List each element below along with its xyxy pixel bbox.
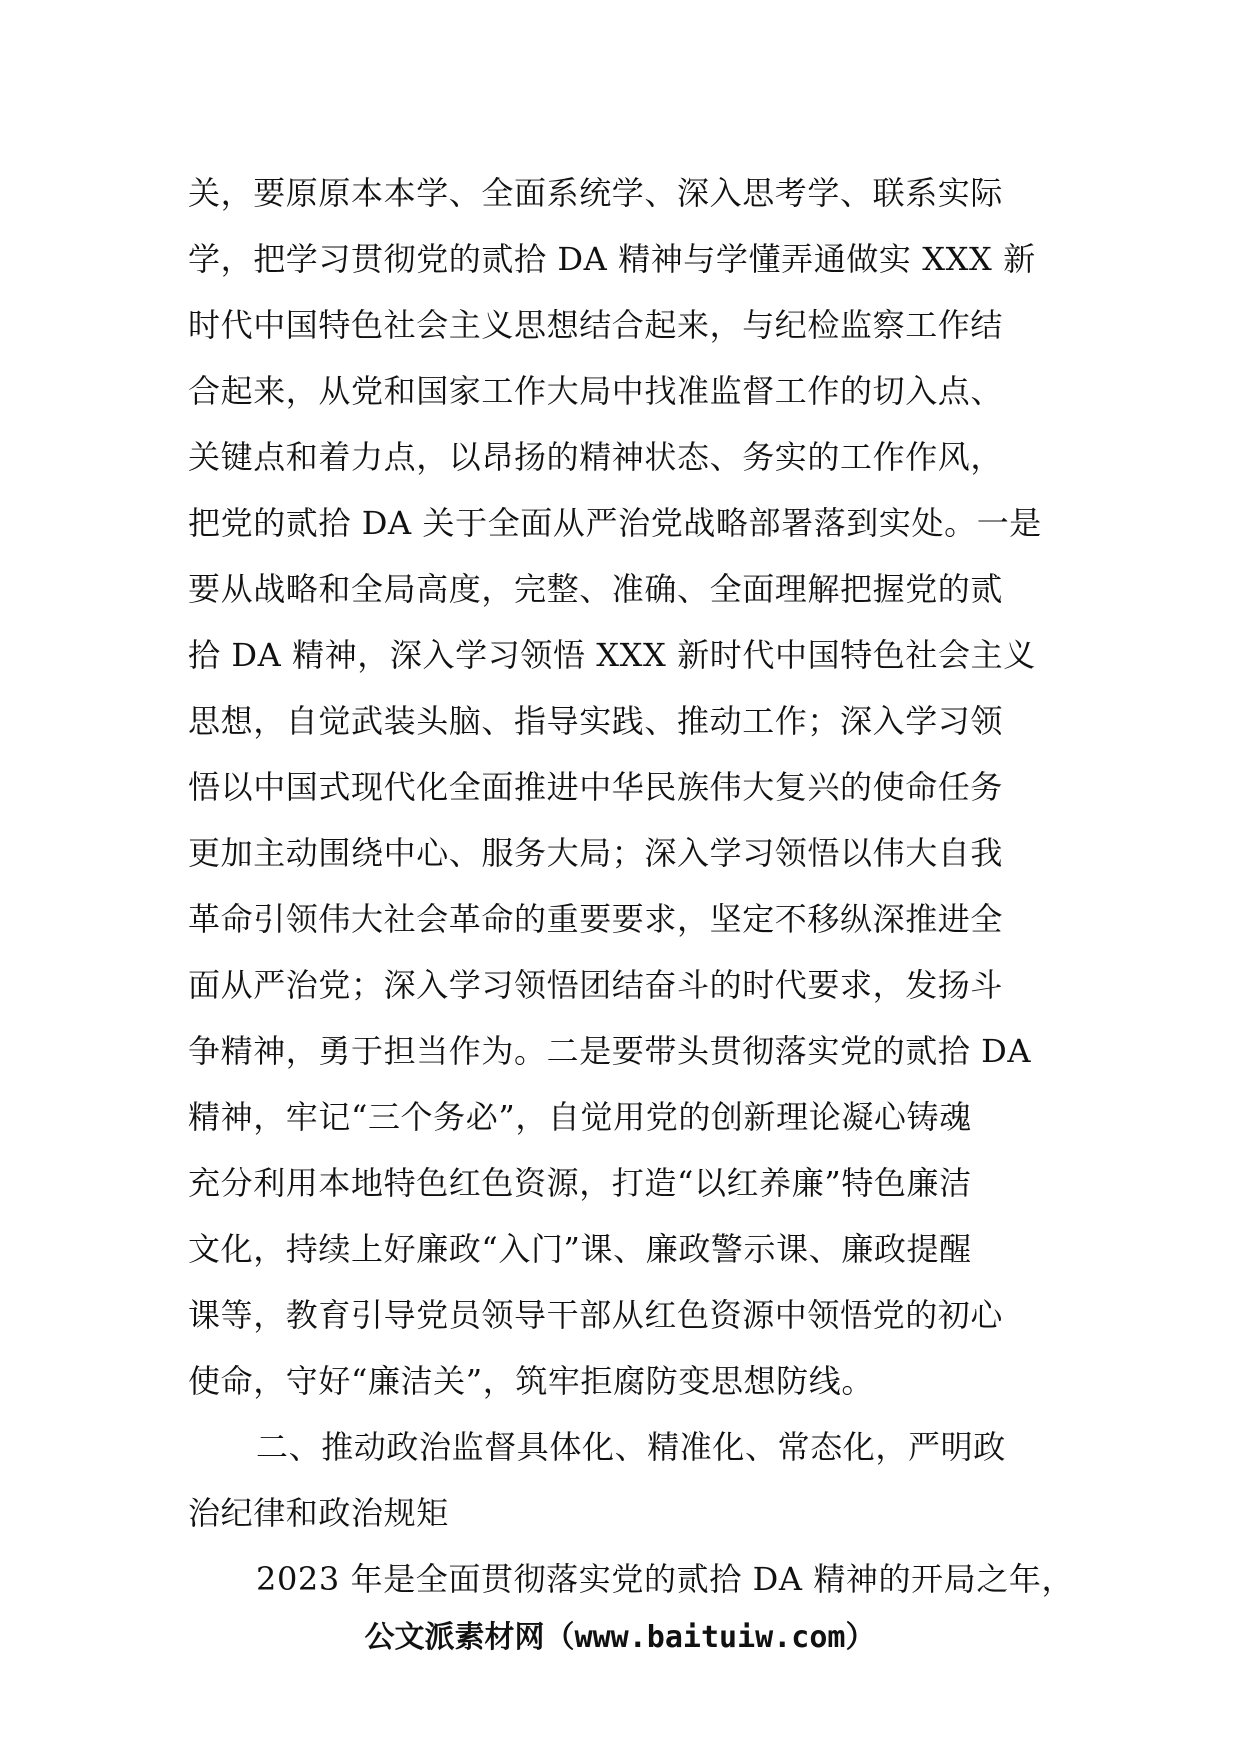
text-line: 革命引领伟大社会革命的重要要求，坚定不移纵深推进全	[188, 900, 1004, 938]
text-line: 课等，教育引导党员领导干部从红色资源中领悟党的初心	[188, 1296, 1004, 1334]
text-line: 关键点和着力点，以昂扬的精神状态、务实的工作作风，	[188, 438, 1004, 476]
text-line: 合起来，从党和国家工作大局中找准监督工作的切入点、	[188, 372, 1004, 410]
footer-url: （www.baituiw.com）	[544, 1620, 876, 1655]
document-body	[188, 160, 1075, 1612]
text-line: 拾 DA 精神，深入学习领悟 XXX 新时代中国特色社会主义	[188, 636, 1036, 674]
text-line: 关，要原原本本学、全面系统学、深入思考学、联系实际	[188, 174, 1004, 212]
text-line: 使命，守好“廉洁关”，筑牢拒腐防变思想防线。	[188, 1362, 874, 1400]
text-line: 争精神，勇于担当作为。二是要带头贯彻落实党的贰拾 DA	[188, 1032, 1032, 1070]
text-line: 要从战略和全局高度，完整、准确、全面理解把握党的贰	[188, 570, 1004, 608]
text-line: 把党的贰拾 DA 关于全面从严治党战略部署落到实处。一是	[188, 504, 1042, 542]
text-line: 时代中国特色社会主义思想结合起来，与纪检监察工作结	[188, 306, 1004, 344]
paragraph-start-line: 2023 年是全面贯彻落实党的贰拾 DA 精神的开局之年，	[256, 1560, 1075, 1598]
section-heading: 二、推动政治监督具体化、精准化、常态化，严明政	[256, 1428, 1006, 1466]
text-line: 思想，自觉武装头脑、指导实践、推动工作；深入学习领	[188, 702, 1004, 740]
footer-watermark	[0, 1618, 1240, 1658]
text-line: 面从严治党；深入学习领悟团结奋斗的时代要求，发扬斗	[188, 966, 1004, 1004]
text-line: 精神，牢记“三个务必”，自觉用党的创新理论凝心铸魂	[188, 1098, 972, 1136]
text-line: 文化，持续上好廉政“入门”课、廉政警示课、廉政提醒	[188, 1230, 972, 1268]
footer-site-name: 公文派素材网	[364, 1620, 545, 1655]
text-line: 悟以中国式现代化全面推进中华民族伟大复兴的使命任务	[188, 768, 1004, 806]
text-line: 充分利用本地特色红色资源，打造“以红养廉”特色廉洁	[188, 1164, 972, 1202]
section-heading-continued: 治纪律和政治规矩	[188, 1494, 449, 1532]
text-line: 更加主动围绕中心、服务大局；深入学习领悟以伟大自我	[188, 834, 1004, 872]
text-line: 学，把学习贯彻党的贰拾 DA 精神与学懂弄通做实 XXX 新	[188, 240, 1036, 278]
